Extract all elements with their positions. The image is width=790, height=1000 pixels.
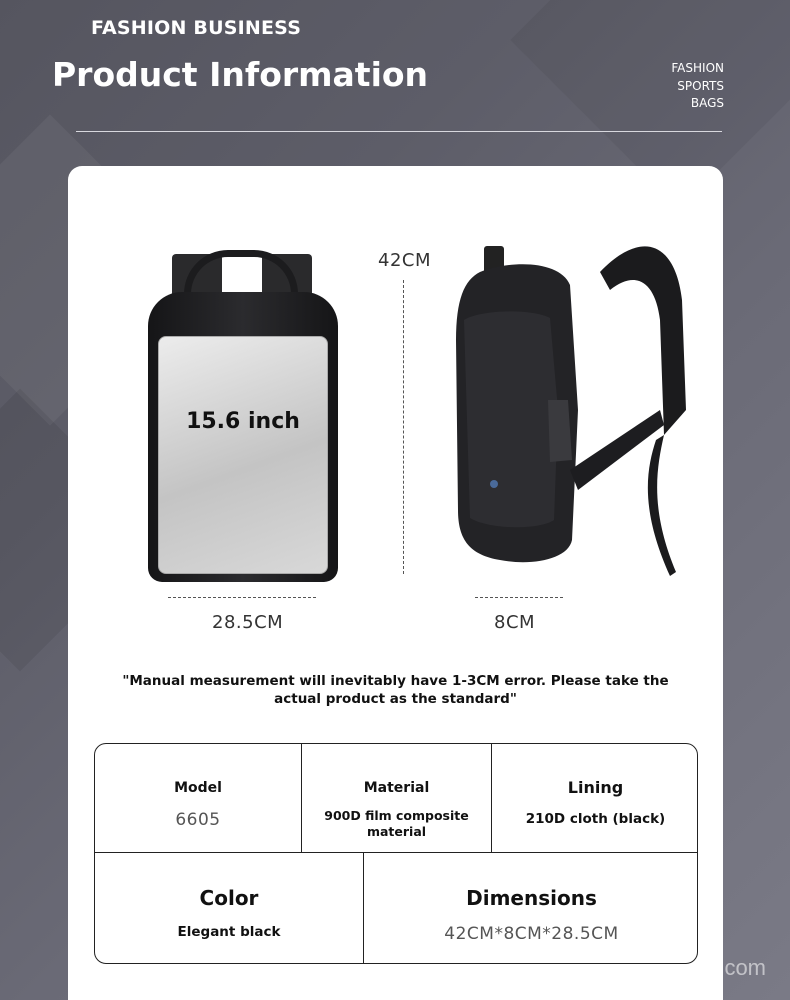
- height-dimension-line: [403, 280, 404, 574]
- depth-dimension-line: [475, 597, 563, 598]
- spec-cell-model: [95, 744, 302, 852]
- spec-table: [94, 743, 698, 964]
- spec-cell-dimensions: [364, 853, 698, 964]
- watermark: com: [724, 955, 766, 980]
- page-title: Product Information: [52, 55, 429, 94]
- spec-value-model: 6605: [175, 810, 221, 830]
- header-subtitle: FASHION BUSINESS: [91, 17, 302, 39]
- spec-cell-color: [95, 853, 364, 964]
- laptop-size-label: 15.6 inch: [186, 409, 300, 434]
- spec-label-dimensions: Dimensions: [466, 886, 597, 910]
- backpack-front-image: [148, 250, 338, 580]
- spec-value-lining: 210D cloth (black): [525, 811, 666, 827]
- height-label: 42CM: [378, 250, 432, 271]
- spec-value-material: 900D film composite material: [324, 808, 469, 839]
- spec-label-material: Material: [363, 780, 430, 796]
- width-dimension-line: [168, 597, 316, 598]
- spec-label-model: Model: [174, 780, 222, 796]
- product-card: [68, 166, 723, 1000]
- header-divider: [76, 131, 722, 132]
- spec-cell-lining: [492, 744, 698, 852]
- tag-fashion: FASHION: [671, 61, 724, 75]
- tag-sports: SPORTS: [677, 78, 724, 93]
- side-tags: [671, 60, 724, 113]
- spec-value-dimensions: 42CM*8CM*28.5CM: [444, 924, 619, 944]
- spec-label-lining: Lining: [567, 778, 624, 797]
- spec-cell-material: [302, 744, 492, 852]
- spec-row: [95, 744, 697, 853]
- laptop-silhouette: [158, 336, 328, 574]
- measurement-note: "Manual measurement will inevitably have 1-3CM error. Please take the actual product as the standard": [122, 673, 669, 707]
- depth-label: 8CM: [494, 612, 536, 633]
- spec-label-color: Color: [199, 886, 259, 910]
- spec-row: [95, 853, 697, 964]
- spec-value-color: Elegant black: [177, 924, 281, 940]
- backpack-side-image: [450, 210, 690, 590]
- width-label: 28.5CM: [212, 612, 284, 633]
- tag-bags: BAGS: [690, 96, 724, 110]
